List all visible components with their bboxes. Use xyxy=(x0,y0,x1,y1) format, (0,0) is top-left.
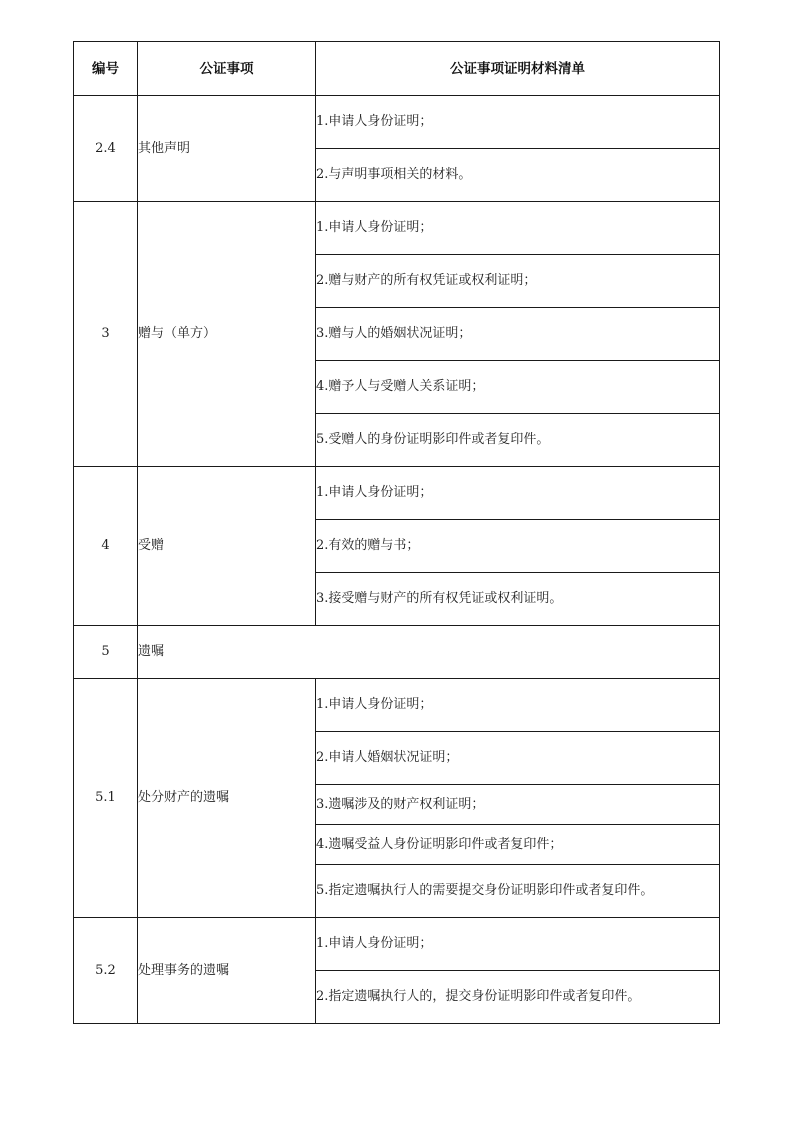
notary-materials-table xyxy=(73,41,720,1024)
material-item: 2.有效的赠与书； xyxy=(316,520,720,573)
material-item: 2.与声明事项相关的材料。 xyxy=(316,149,720,202)
row-number: 3 xyxy=(74,202,138,467)
table-row xyxy=(74,96,720,149)
material-item: 4.遗嘱受益人身份证明影印件或者复印件； xyxy=(316,825,720,865)
material-item: 1.申请人身份证明； xyxy=(316,467,720,520)
row-notary-item: 遗嘱 xyxy=(138,626,720,679)
row-number: 5.1 xyxy=(74,679,138,918)
header-number: 编号 xyxy=(74,42,138,96)
header-notary-item: 公证事项 xyxy=(138,42,316,96)
row-notary-item: 处理事务的遗嘱 xyxy=(138,918,316,1024)
row-notary-item: 处分财产的遗嘱 xyxy=(138,679,316,918)
material-item: 3.赠与人的婚姻状况证明； xyxy=(316,308,720,361)
row-notary-item: 赠与（单方） xyxy=(138,202,316,467)
table-row xyxy=(74,467,720,520)
material-item: 5.受赠人的身份证明影印件或者复印件。 xyxy=(316,414,720,467)
row-notary-item: 其他声明 xyxy=(138,96,316,202)
header-materials-list: 公证事项证明材料清单 xyxy=(316,42,720,96)
material-item: 1.申请人身份证明； xyxy=(316,679,720,732)
table-row xyxy=(74,679,720,732)
row-number: 5.2 xyxy=(74,918,138,1024)
material-item: 3.接受赠与财产的所有权凭证或权利证明。 xyxy=(316,573,720,626)
material-item: 2.指定遗嘱执行人的，提交身份证明影印件或者复印件。 xyxy=(316,971,720,1024)
row-number: 2.4 xyxy=(74,96,138,202)
header-row xyxy=(74,42,720,96)
material-item: 5.指定遗嘱执行人的需要提交身份证明影印件或者复印件。 xyxy=(316,865,720,918)
row-notary-item: 受赠 xyxy=(138,467,316,626)
material-item: 4.赠予人与受赠人关系证明； xyxy=(316,361,720,414)
table-row xyxy=(74,202,720,255)
material-item: 1.申请人身份证明； xyxy=(316,202,720,255)
row-number: 4 xyxy=(74,467,138,626)
material-item: 1.申请人身份证明； xyxy=(316,918,720,971)
material-item: 3.遗嘱涉及的财产权利证明； xyxy=(316,785,720,825)
material-item: 2.申请人婚姻状况证明； xyxy=(316,732,720,785)
table-row xyxy=(74,626,720,679)
material-item: 1.申请人身份证明； xyxy=(316,96,720,149)
material-item: 2.赠与财产的所有权凭证或权利证明； xyxy=(316,255,720,308)
row-number: 5 xyxy=(74,626,138,679)
table-row xyxy=(74,918,720,971)
